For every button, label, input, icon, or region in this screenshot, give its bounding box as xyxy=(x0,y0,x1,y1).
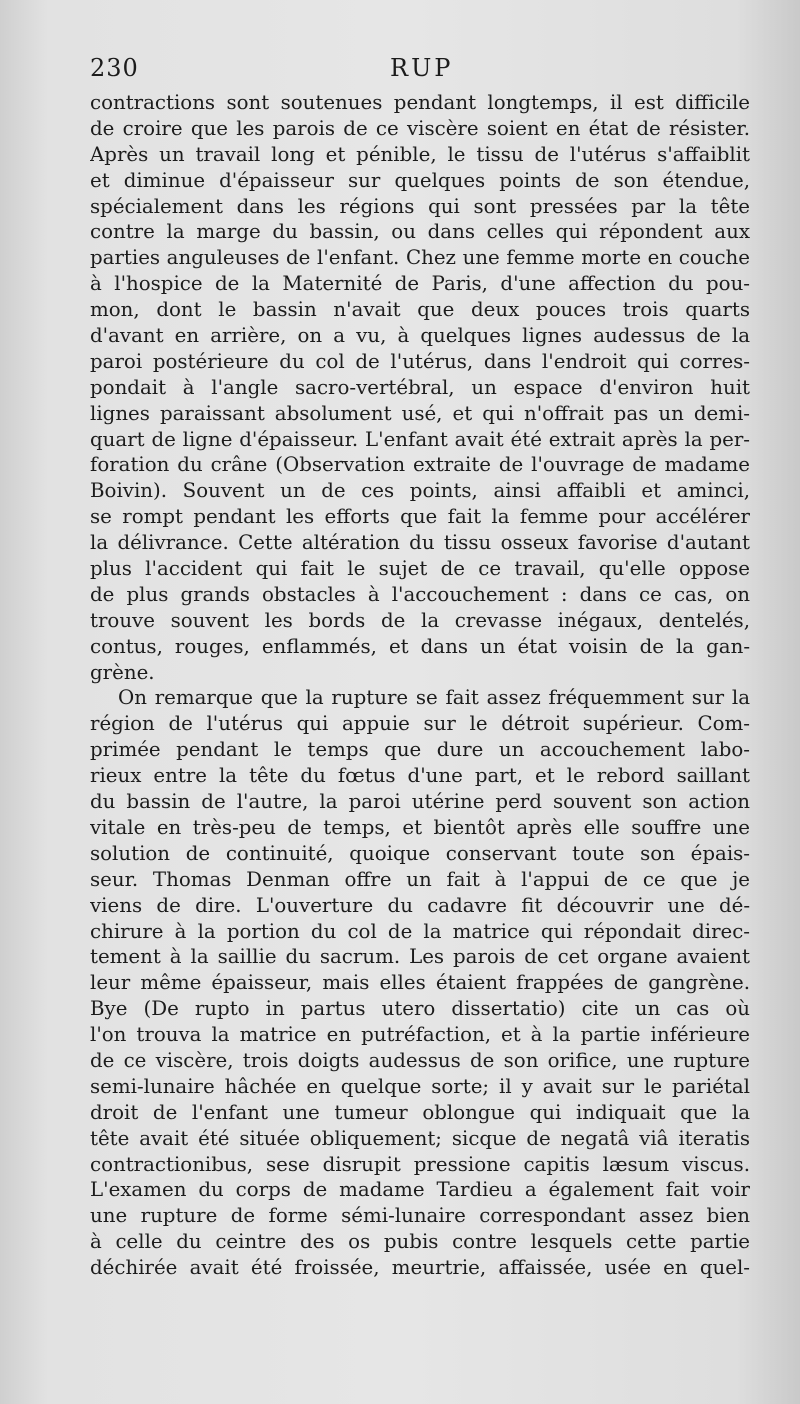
text-line: semi-lunaire hâchée en quelque sorte; il y avait sur le pariétal xyxy=(90,1074,750,1098)
text-line: la délivrance. Cette altération du tissu osseux favorise d'autant xyxy=(90,531,750,555)
text-line: Boivin). Souvent un de ces points, ainsi affaibli et aminci, xyxy=(90,479,750,503)
text-line: et diminue d'épaisseur sur quelques points de son étendue, xyxy=(90,168,750,192)
text-line: à l'hospice de la Maternité de Paris, d'une affection du pou- xyxy=(90,272,750,296)
text-line: rieux entre la tête du fœtus d'une part, et le rebord saillant xyxy=(90,764,750,788)
text-line: primée pendant le temps que dure un accouchement labo- xyxy=(90,738,750,762)
text-line: chirure à la portion du col de la matrice qui répondait direc- xyxy=(90,919,750,943)
text-line: grène. xyxy=(90,660,155,684)
text-line: tête avait été située obliquement; sicque de negatâ viâ iteratis xyxy=(90,1126,750,1150)
text-line: de plus grands obstacles à l'accouchement : dans ce cas, on xyxy=(90,582,750,606)
text-line: une rupture de forme sémi-lunaire correspondant assez bien xyxy=(90,1204,750,1228)
text-line: parties anguleuses de l'enfant. Chez une femme morte en couche xyxy=(90,246,750,270)
text-line: région de l'utérus qui appuie sur le détroit supérieur. Com- xyxy=(90,712,750,736)
text-line: On remarque que la rupture se fait assez fréquemment sur la xyxy=(118,686,750,710)
page-number: 230 xyxy=(90,54,139,82)
text-line: tement à la saillie du sacrum. Les parois de cet organe avaient xyxy=(90,945,750,969)
text-line: viens de dire. L'ouverture du cadavre fit découvrir une dé- xyxy=(90,893,750,917)
text-line: plus l'accident qui fait le sujet de ce travail, qu'elle oppose xyxy=(90,557,750,581)
text-line: contractionibus, sese disrupit pressione capitis læsum viscus. xyxy=(90,1152,750,1176)
text-line: l'on trouva la matrice en putréfaction, et à la partie inférieure xyxy=(90,1023,750,1047)
text-line: leur même épaisseur, mais elles étaient frappées de gangrène. xyxy=(90,971,750,995)
text-line: mon, dont le bassin n'avait que deux pouces trois quarts xyxy=(90,298,750,322)
text-line: L'examen du corps de madame Tardieu a également fait voir xyxy=(90,1178,750,1202)
text-line: quart de ligne d'épaisseur. L'enfant avait été extrait après la per- xyxy=(90,427,750,451)
text-line: pondait à l'angle sacro-vertébral, un espace d'environ huit xyxy=(90,375,750,399)
text-line: paroi postérieure du col de l'utérus, dans l'endroit qui corres- xyxy=(90,349,750,373)
running-title: RUP xyxy=(390,54,454,82)
body-text xyxy=(90,90,750,1281)
text-line: contus, rouges, enflammés, et dans un état voisin de la gan- xyxy=(90,634,750,658)
text-line: déchirée avait été froissée, meurtrie, affaissée, usée en quel- xyxy=(90,1256,750,1280)
text-line: de croire que les parois de ce viscère soient en état de résister. xyxy=(90,116,750,140)
text-line: droit de l'enfant une tumeur oblongue qui indiquait que la xyxy=(90,1100,750,1124)
text-line: spécialement dans les régions qui sont pressées par la tête xyxy=(90,194,750,218)
text-line: seur. Thomas Denman offre un fait à l'appui de ce que je xyxy=(90,867,750,891)
text-line: vitale en très-peu de temps, et bientôt après elle souffre une xyxy=(90,815,750,839)
text-line: contre la marge du bassin, ou dans celles qui répondent aux xyxy=(90,220,750,244)
text-line: lignes paraissant absolument usé, et qui n'offrait pas un demi- xyxy=(90,401,750,425)
text-line: d'avant en arrière, on a vu, à quelques lignes audessus de la xyxy=(90,324,750,348)
text-line: foration du crâne (Observation extraite de l'ouvrage de madame xyxy=(90,453,750,477)
text-line: Bye (De rupto in partus utero dissertatio) cite un cas où xyxy=(90,997,750,1021)
text-line: solution de continuité, quoique conservant toute son épais- xyxy=(90,841,750,865)
text-line: de ce viscère, trois doigts audessus de son orifice, une rupture xyxy=(90,1048,750,1072)
text-line: Après un travail long et pénible, le tissu de l'utérus s'affaiblit xyxy=(90,142,750,166)
text-line: à celle du ceintre des os pubis contre lesquels cette partie xyxy=(90,1230,750,1254)
text-line: trouve souvent les bords de la crevasse inégaux, dentelés, xyxy=(90,608,750,632)
text-line: se rompt pendant les efforts que fait la femme pour accélérer xyxy=(90,505,750,529)
text-line: du bassin de l'autre, la paroi utérine perd souvent son action xyxy=(90,790,750,814)
text-line: contractions sont soutenues pendant longtemps, il est difficile xyxy=(90,91,750,114)
running-head xyxy=(90,54,750,88)
